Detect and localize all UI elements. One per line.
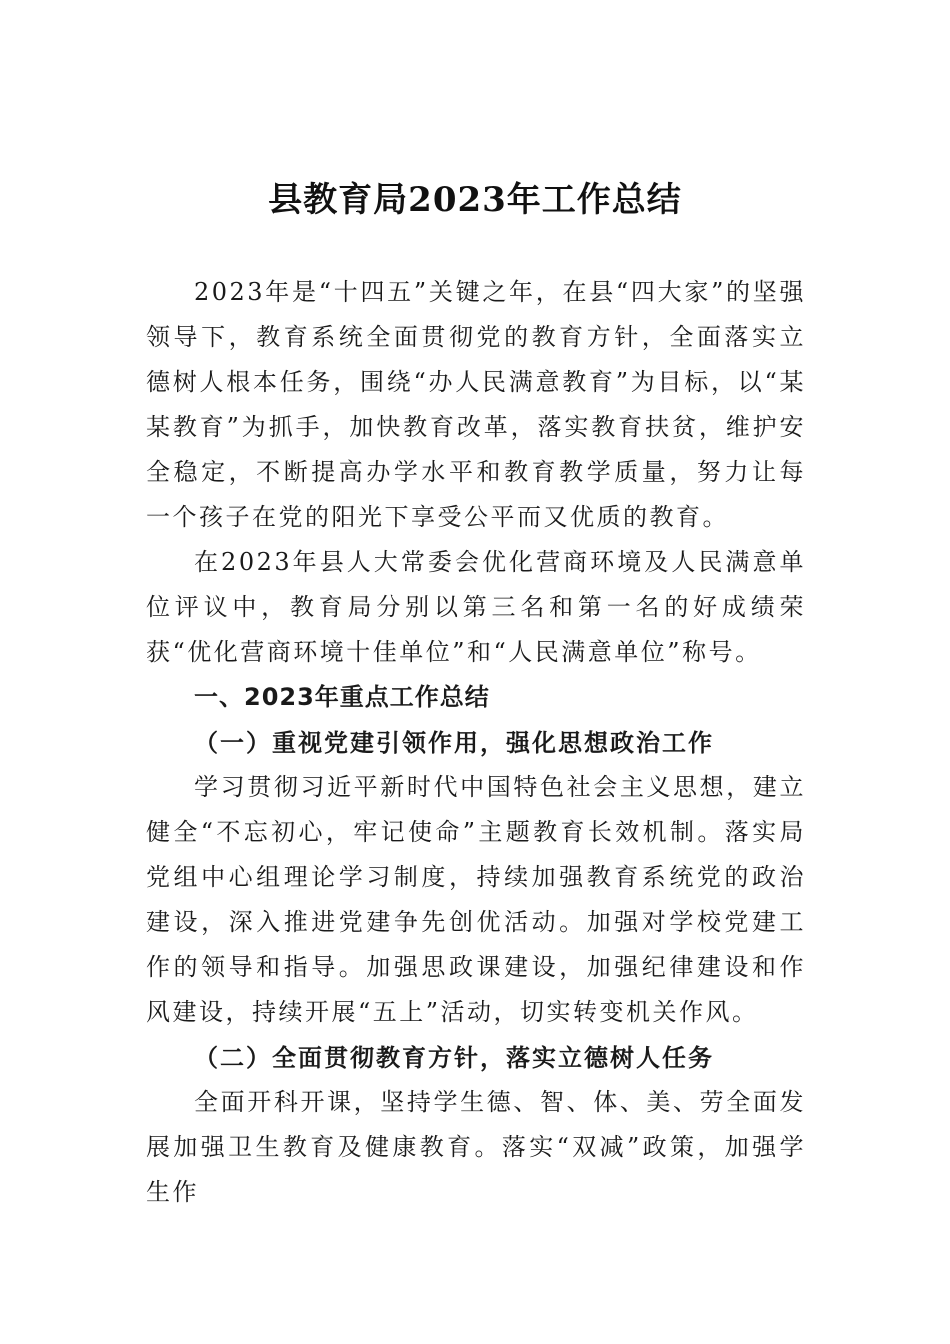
subsection-heading-1: （一）重视党建引领作用，强化思想政治工作 xyxy=(194,728,714,757)
section-heading-1: 一、2023年重点工作总结 xyxy=(194,683,490,711)
paragraph-party-building: 学习贯彻习近平新时代中国特色社会主义思想，建立健全“不忘初心，牢记使命”主题教育长效机制。落实局党组中心组理论学习制度，持续加强教育系统党的政治建设，深入推进党建争先创优活动。加强对学校党建工作的领导和指导。加强思政课建设，加强纪律建设和作风建设，持续开展“五上”活动，切实转变机关作风。 xyxy=(146,773,806,1026)
subsection-heading-2: （二）全面贯彻教育方针，落实立德树人任务 xyxy=(194,1043,714,1072)
paragraph-education-policy: 全面开科开课，坚持学生德、智、体、美、劳全面发展加强卫生教育及健康教育。落实“双减”政策，加强学生作 xyxy=(146,1088,806,1206)
document-body xyxy=(146,270,806,1215)
paragraph-intro: 2023年是“十四五”关键之年，在县“四大家”的坚强领导下，教育系统全面贯彻党的教育方针，全面落实立德树人根本任务，围绕“办人民满意教育”为目标，以“某某教育”为抓手，加快教育改革，落实教育扶贫，维护安全稳定，不断提高办学水平和教育教学质量，努力让每一个孩子在党的阳光下享受公平而又优质的教育。 xyxy=(146,278,806,531)
paragraph-award: 在2023年县人大常委会优化营商环境及人民满意单位评议中，教育局分别以第三名和第一名的好成绩荣获“优化营商环境十佳单位”和“人民满意单位”称号。 xyxy=(146,548,806,666)
document-title: 县教育局2023年工作总结 xyxy=(268,180,682,220)
